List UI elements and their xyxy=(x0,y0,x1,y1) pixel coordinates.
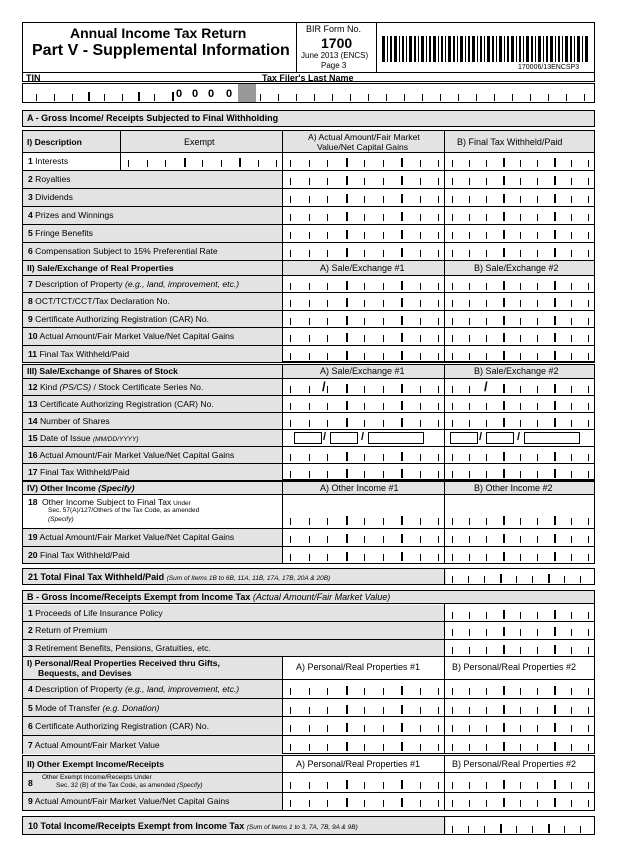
item-5-num: 5 xyxy=(28,228,33,238)
item-b5-text: Mode of Transfer xyxy=(35,702,103,713)
item-13-text: Certificate Authorizing Registration (CAR) No. xyxy=(39,399,214,409)
item-b7-label xyxy=(28,741,160,750)
section-4-col-a: A) Other Income #1 xyxy=(320,483,399,493)
tin-digit-1: 0 xyxy=(176,88,183,100)
total-10-note: (Sum of Items 1 to 3, 7A, 7B, 9A & 9B) xyxy=(246,824,358,831)
item-14b-input[interactable] xyxy=(448,418,592,427)
total-10-input[interactable] xyxy=(448,824,592,833)
item-20-label xyxy=(28,551,130,560)
item-7a-input[interactable] xyxy=(286,281,442,290)
total-21-note: (Sum of Items 1B to 6B, 11A, 11B, 17A, 17B, 20A & 20B) xyxy=(166,575,331,582)
item-20b-input[interactable] xyxy=(448,552,592,561)
item-19b-input[interactable] xyxy=(448,534,592,543)
total-21-text: Total Final Tax Withheld/Paid xyxy=(40,572,165,582)
item-4-text: Prizes and Winnings xyxy=(35,210,114,220)
item-6-text: Compensation Subject to 15% Preferential Rate xyxy=(35,246,218,256)
item-5b-input[interactable] xyxy=(448,230,592,239)
col-description: I) Description xyxy=(27,137,82,147)
date-slash-icon: / xyxy=(361,431,365,443)
tin-label: TIN xyxy=(26,73,41,83)
section-4-col-b: B) Other Income #2 xyxy=(474,483,553,493)
item-b6a-input[interactable] xyxy=(286,723,442,732)
item-b9-num: 9 xyxy=(28,796,33,806)
item-2-text: Royalties xyxy=(35,174,71,184)
item-14a-input[interactable] xyxy=(286,418,442,427)
total-21-label xyxy=(28,573,330,583)
item-b4-note: (e.g., land, improvement, etc.) xyxy=(124,684,240,694)
item-10b-input[interactable] xyxy=(448,333,592,342)
item-b8-num: 8 xyxy=(28,778,33,788)
item-5-text: Fringe Benefits xyxy=(35,228,93,238)
item-b8a-input[interactable] xyxy=(286,780,442,789)
item-b2-num: 2 xyxy=(28,625,33,636)
item-19-num: 19 xyxy=(28,532,38,542)
part-b-section-2-col-b: B) Personal/Real Properties #2 xyxy=(452,759,577,769)
item-11b-input[interactable] xyxy=(448,351,592,360)
item-b6-text: Certificate Authorizing Registration (CAR) No. xyxy=(35,721,210,732)
item-b5-note: (e.g. Donation) xyxy=(102,702,160,713)
item-b4-num: 4 xyxy=(28,684,33,694)
item-13-label xyxy=(28,400,214,409)
item-5a-input[interactable] xyxy=(286,230,442,239)
form-version: June 2013 (ENCS) xyxy=(301,51,369,60)
item-b3-text: Retirement Benefits, Pensions, Gratuities, etc. xyxy=(35,642,211,653)
item-10-label xyxy=(28,332,234,341)
item-b7-text: Actual Amount/Fair Market Value xyxy=(34,740,160,751)
item-5-label xyxy=(28,229,93,238)
item-10-num: 10 xyxy=(28,331,38,342)
item-b8b-input[interactable] xyxy=(448,780,592,789)
item-4-label xyxy=(28,211,114,220)
col-b-final-tax: B) Final Tax Withheld/Paid xyxy=(457,137,563,147)
col-exempt: Exempt xyxy=(184,137,215,147)
item-b4-label xyxy=(28,685,239,694)
item-8-text: OCT/TCT/CCT/Tax Declaration No. xyxy=(35,296,170,307)
item-b4a-input[interactable] xyxy=(286,686,442,695)
item-19-text: Actual Amount/Fair Market Value/Net Capital Gains xyxy=(39,532,235,542)
item-18-sub: Sec. 57(A)/127/Others of the Tax Code, as amended xyxy=(48,507,200,514)
item-b3-label xyxy=(28,644,211,653)
item-3b-input[interactable] xyxy=(448,194,592,203)
part-b-section-1-col-b: B) Personal/Real Properties #2 xyxy=(452,662,577,672)
item-9-label xyxy=(28,315,209,324)
item-13b-input[interactable] xyxy=(448,401,592,410)
section-3-col-b: B) Sale/Exchange #2 xyxy=(474,366,559,376)
item-2-label xyxy=(28,175,71,184)
item-b9a-input[interactable] xyxy=(286,798,442,807)
item-17-label xyxy=(28,468,130,477)
item-15a-day[interactable] xyxy=(330,432,358,444)
item-1-num: 1 xyxy=(28,156,33,166)
form-label: BIR Form No. xyxy=(306,24,362,34)
item-4-num: 4 xyxy=(28,210,33,220)
item-7-num: 7 xyxy=(28,279,33,289)
item-1a-input[interactable] xyxy=(286,158,442,167)
barcode-image xyxy=(382,36,590,62)
item-7-label xyxy=(28,280,239,289)
form-title: Annual Income Tax Return xyxy=(70,25,247,41)
section-2-col-b: B) Sale/Exchange #2 xyxy=(474,263,559,273)
item-17b-input[interactable] xyxy=(448,469,592,478)
item-20-num: 20 xyxy=(28,549,38,560)
item-b5b-input[interactable] xyxy=(448,705,592,714)
item-18-text: Other Income Subject to Final Tax xyxy=(42,497,172,507)
item-3-label xyxy=(28,193,73,202)
col-a-amount-1: A) Actual Amount/Fair Market xyxy=(308,132,420,142)
section-4-title-text: IV) Other Income xyxy=(27,483,99,493)
item-b3-num: 3 xyxy=(28,642,33,653)
item-20a-input[interactable] xyxy=(286,552,442,561)
item-9b-input[interactable] xyxy=(448,316,592,325)
section-3-col-a: A) Sale/Exchange #1 xyxy=(320,366,405,376)
part-b-section-2-title: II) Other Exempt Income/Receipts xyxy=(27,759,165,769)
item-11a-input[interactable] xyxy=(286,351,442,360)
section-3-title: III) Sale/Exchange of Shares of Stock xyxy=(27,366,178,376)
item-16-label xyxy=(28,451,234,460)
item-16a-input[interactable] xyxy=(286,452,442,461)
total-10-num: 10 xyxy=(28,821,39,831)
part-b-title xyxy=(27,593,390,602)
part-b-title-note: (Actual Amount/Fair Market Value) xyxy=(252,592,391,602)
item-7-text: Description of Property xyxy=(35,279,125,289)
item-1b-input[interactable] xyxy=(448,158,592,167)
section-4-title xyxy=(27,484,134,493)
item-b6-num: 6 xyxy=(28,721,33,732)
item-15-num: 15 xyxy=(28,433,38,443)
item-8a-input[interactable] xyxy=(286,298,442,307)
date-slash-icon: / xyxy=(517,431,521,443)
item-b7b-input[interactable] xyxy=(448,742,592,751)
item-1-label xyxy=(28,157,68,166)
item-b6b-input[interactable] xyxy=(448,723,592,732)
item-7-note: (e.g., land, improvement, etc.) xyxy=(124,279,240,289)
item-8-num: 8 xyxy=(28,296,33,307)
tin-input[interactable] xyxy=(26,92,256,101)
item-18a-input[interactable] xyxy=(286,516,442,525)
item-15b-day[interactable] xyxy=(486,432,514,444)
part-b-section-1-title-1: I) Personal/Real Properties Received thru Gifts, xyxy=(27,658,220,668)
item-6a-input[interactable] xyxy=(286,248,442,257)
tin-digit-3: 0 xyxy=(208,88,215,100)
section-2-col-a: A) Sale/Exchange #1 xyxy=(320,263,405,273)
date-slash-icon: / xyxy=(323,431,327,443)
item-b2-text: Return of Premium xyxy=(35,625,108,636)
item-16-num: 16 xyxy=(28,450,38,460)
item-15b-year[interactable] xyxy=(524,432,580,444)
col-a-amount-2: Value/Net Capital Gains xyxy=(317,142,409,152)
item-b2-label xyxy=(28,626,107,635)
section-2-title: II) Sale/Exchange of Real Properties xyxy=(27,263,174,273)
last-name-label: Tax Filer's Last Name xyxy=(262,73,354,83)
total-21-num: 21 xyxy=(28,572,39,582)
item-4a-input[interactable] xyxy=(286,212,442,221)
item-6-label xyxy=(28,247,218,256)
item-13a-input[interactable] xyxy=(286,401,442,410)
item-15-text: Date of Issue xyxy=(39,433,93,443)
item-18-under: Under xyxy=(171,500,191,507)
item-b5a-input[interactable] xyxy=(286,705,442,714)
item-10-text: Actual Amount/Fair Market Value/Net Capital Gains xyxy=(39,331,235,342)
item-b8-specify: (Specify) xyxy=(176,782,203,789)
part-b-section-1-title-2: Bequests, and Devises xyxy=(38,668,132,678)
part-b-section-2-col-a: A) Personal/Real Properties #1 xyxy=(296,759,421,769)
item-b9b-input[interactable] xyxy=(448,798,592,807)
item-10a-input[interactable] xyxy=(286,333,442,342)
item-b8-sub-text: Sec. 32 (B) of the Tax Code, as amended xyxy=(56,782,177,789)
item-14-label xyxy=(28,417,110,426)
item-1-exempt-input[interactable] xyxy=(124,158,280,167)
item-17-text: Final Tax Withheld/Paid xyxy=(39,467,130,477)
item-20-text: Final Tax Withheld/Paid xyxy=(39,549,130,560)
item-3-num: 3 xyxy=(28,192,33,202)
item-15a-year[interactable] xyxy=(368,432,424,444)
item-8-label xyxy=(28,297,170,306)
item-11-label xyxy=(28,350,129,359)
tin-digit-2: 0 xyxy=(192,88,199,100)
item-b9-text: Actual Amount/Fair Market Value/Net Capital Gains xyxy=(34,796,230,806)
part-b-section-1-col-a: A) Personal/Real Properties #1 xyxy=(296,662,421,672)
item-2a-input[interactable] xyxy=(286,176,442,185)
part-b-title-text: B - Gross Income/Receipts Exempt from Income Tax xyxy=(27,592,253,602)
item-b7a-input[interactable] xyxy=(286,742,442,751)
total-21-input[interactable] xyxy=(448,574,592,583)
item-b5-num: 5 xyxy=(28,702,33,713)
item-7b-input[interactable] xyxy=(448,281,592,290)
item-4b-input[interactable] xyxy=(448,212,592,221)
item-19a-input[interactable] xyxy=(286,534,442,543)
section-4-title-note: (Specify) xyxy=(98,483,135,493)
item-18b-input[interactable] xyxy=(448,516,592,525)
item-14-text: Number of Shares xyxy=(39,416,110,426)
item-18-num: 18 xyxy=(28,497,38,507)
item-15a-month[interactable] xyxy=(294,432,322,444)
item-13-num: 13 xyxy=(28,399,38,409)
item-12-num: 12 xyxy=(28,382,38,392)
form-number: 1700 xyxy=(321,35,353,51)
item-19-label xyxy=(28,533,234,542)
item-12-text: Kind xyxy=(39,382,60,392)
item-b3-input[interactable] xyxy=(448,645,592,654)
item-b1-input[interactable] xyxy=(448,610,592,619)
item-6-num: 6 xyxy=(28,246,33,256)
item-16b-input[interactable] xyxy=(448,452,592,461)
item-17a-input[interactable] xyxy=(286,469,442,478)
item-b4-text: Description of Property xyxy=(35,684,125,694)
item-9-text: Certificate Authorizing Registration (CAR) No. xyxy=(35,313,210,324)
item-18-specify: (Specify) xyxy=(48,516,74,523)
item-16-text: Actual Amount/Fair Market Value/Net Capital Gains xyxy=(39,450,235,460)
total-10-text: Total Income/Receipts Exempt from Income Tax xyxy=(40,821,245,831)
item-9a-input[interactable] xyxy=(286,316,442,325)
total-10-label xyxy=(28,822,358,832)
item-b2-input[interactable] xyxy=(448,627,592,636)
item-b6-label xyxy=(28,722,209,731)
kind-slash-icon: / xyxy=(484,379,488,394)
item-11-num: 11 xyxy=(28,348,38,359)
item-12-label xyxy=(28,383,203,392)
item-b8-label: Other Exempt Income/Receipts Under xyxy=(42,774,152,781)
item-12-note: (PS/CS) xyxy=(59,382,92,392)
item-15b-month[interactable] xyxy=(450,432,478,444)
item-12b-input[interactable] xyxy=(448,384,592,393)
item-12-text2: / Stock Certificate Series No. xyxy=(91,382,204,392)
tin-digit-4: 0 xyxy=(226,88,233,100)
item-b1-num: 1 xyxy=(28,608,33,618)
item-15-label xyxy=(28,434,138,444)
item-9-num: 9 xyxy=(28,313,33,324)
item-b9-label xyxy=(28,797,229,806)
last-name-input[interactable] xyxy=(260,92,592,101)
item-3-text: Dividends xyxy=(35,192,73,202)
date-slash-icon: / xyxy=(479,431,483,443)
page-number: Page 3 xyxy=(321,61,347,70)
barcode-code: 170006/13ENCSP3 xyxy=(518,64,580,71)
item-b7-num: 7 xyxy=(28,740,33,751)
item-15-note: (MM/DD/YYYY) xyxy=(92,436,139,443)
item-b5-label xyxy=(28,704,159,713)
item-8b-input[interactable] xyxy=(448,298,592,307)
item-b1-label xyxy=(28,609,163,618)
item-3a-input[interactable] xyxy=(286,194,442,203)
part-a-title: A - Gross Income/ Receipts Subjected to Final Withholding xyxy=(27,113,279,123)
item-14-num: 14 xyxy=(28,416,38,426)
item-17-num: 17 xyxy=(28,467,38,477)
kind-slash-icon: / xyxy=(322,379,326,394)
item-b8-sub xyxy=(56,783,203,790)
item-2-num: 2 xyxy=(28,174,33,184)
item-2b-input[interactable] xyxy=(448,176,592,185)
item-b4b-input[interactable] xyxy=(448,686,592,695)
item-12a-input[interactable] xyxy=(286,384,442,393)
part-title: Part V - Supplemental Information xyxy=(32,42,290,59)
item-b1-text: Proceeds of Life Insurance Policy xyxy=(35,608,163,618)
item-11-text: Final Tax Withheld/Paid xyxy=(39,348,130,359)
item-1-text: Interests xyxy=(35,156,69,166)
item-6b-input[interactable] xyxy=(448,248,592,257)
